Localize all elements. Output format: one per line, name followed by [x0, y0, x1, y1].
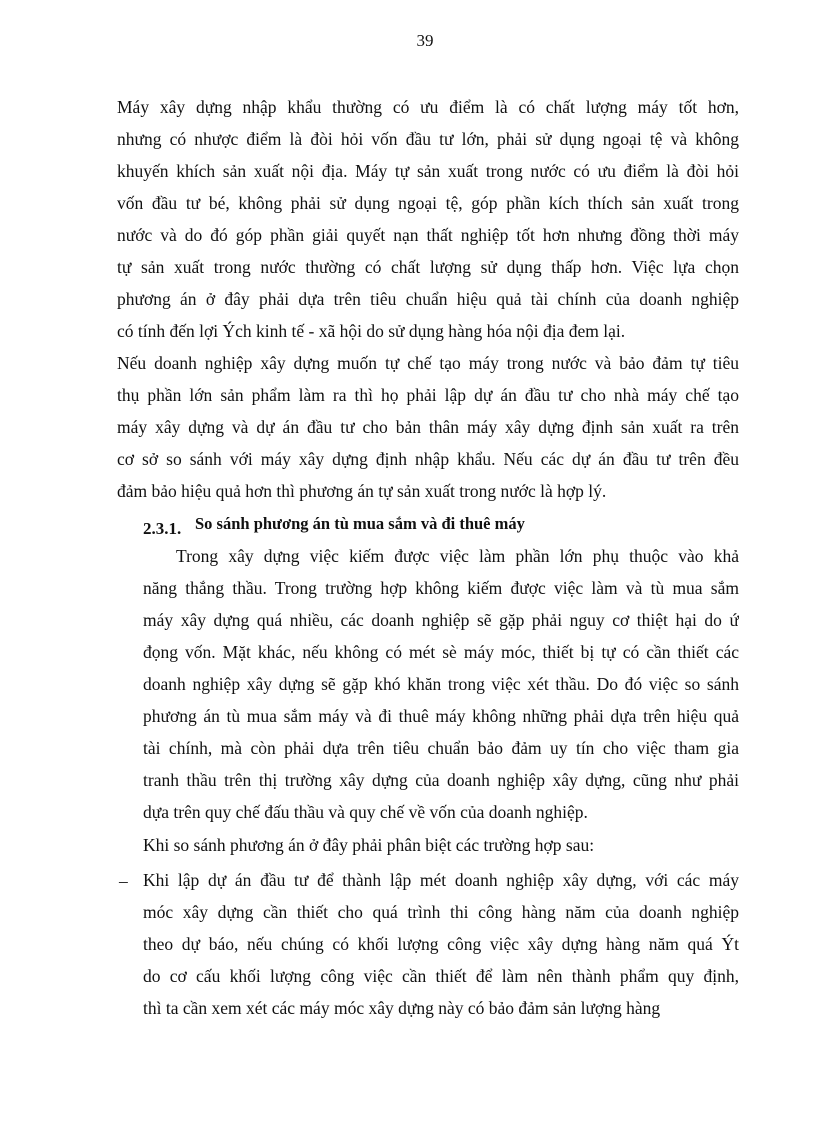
bullet-dash: – [119, 871, 128, 891]
para3-line: đọng vốn. Mặt khác, nếu không có mét sè máy móc, thiết bị tự có cần thiết các [143, 642, 739, 662]
para2-line: máy xây dựng và dự án đầu tư cho bản thân máy xây dựng định sản xuất ra trên [117, 417, 739, 437]
para1-line: nhưng có nhược điểm là đòi hỏi vốn đầu tư lớn, phải sử dụng ngoại tệ và không [117, 129, 739, 149]
para1-line: tự sản xuất trong nước thường có chất lượng sử dụng thấp hơn. Việc lựa chọn [117, 257, 739, 277]
para2-line: cơ sở so sánh với máy xây dựng định nhập khẩu. Nếu các dự án đầu tư trên đều [117, 449, 739, 469]
section-title: So sánh phương án tù mua sắm và đi thuê máy [195, 514, 525, 533]
para3-line: năng thắng thầu. Trong trường hợp không kiếm được việc làm và tù mua sắm [143, 578, 739, 598]
bullet-line: do cơ cấu khối lượng công việc cần thiết để làm nên thành phẩm quy định, [143, 966, 739, 986]
para3-line: tài chính, mà còn phải dựa trên tiêu chuẩn bảo đảm uy tín cho việc tham gia [143, 738, 739, 758]
para2-line: Nếu doanh nghiệp xây dựng muốn tự chế tạo máy trong nước và bảo đảm tự tiêu [117, 353, 739, 373]
bullet-line: theo dự báo, nếu chúng có khối lượng công việc xây dựng hàng năm quá Ýt [143, 934, 739, 954]
para2-line: thụ phần lớn sản phẩm làm ra thì họ phải lập dự án đầu tư cho nhà máy chế tạo [117, 385, 739, 405]
para1-line: Máy xây dựng nhập khẩu thường có ưu điểm là có chất lượng máy tốt hơn, [117, 97, 739, 117]
bullet-line: thì ta cần xem xét các máy móc xây dựng này có bảo đảm sản lượng hàng [143, 998, 661, 1018]
para3-line: doanh nghiệp xây dựng sẽ gặp khó khăn trong việc xét thầu. Do đó việc so sánh [143, 674, 739, 694]
para3-line: phương án tù mua sắm máy và đi thuê máy không những phải dựa trên hiệu quả [143, 706, 739, 726]
para2-line: đảm bảo hiệu quả hơn thì phương án tự sản xuất trong nước là hợp lý. [117, 481, 607, 501]
para1-line: khuyến khích sản xuất nội địa. Máy tự sản xuất trong nước có ưu điểm là đòi hỏi [117, 161, 739, 181]
section-number: 2.3.1. [143, 519, 182, 538]
para1-line: có tính đến lợi Ých kinh tế - xã hội do sử dụng hàng hóa nội địa đem lại. [117, 321, 626, 341]
para1-line: vốn đầu tư bé, không phải sử dụng ngoại tệ, góp phần kích thích sản xuất trong [117, 193, 739, 213]
para1-line: phương án ở đây phải dựa trên tiêu chuẩn hiệu quả tài chính của doanh nghiệp [117, 289, 739, 309]
bullet-line: móc xây dựng cần thiết cho quá trình thi công hàng năm của doanh nghiệp [143, 902, 739, 922]
para3-line: Trong xây dựng việc kiếm được việc làm phần lớn phụ thuộc vào khả [176, 546, 739, 566]
para4-line: Khi so sánh phương án ở đây phải phân biệt các trường hợp sau: [143, 835, 595, 855]
para3-line: dựa trên quy chế đấu thầu và quy chế về vốn của doanh nghiệp. [143, 802, 588, 822]
para1-line: nước và do đó góp phần giải quyết nạn thất nghiệp tốt hơn nhưng đồng thời máy [117, 225, 739, 245]
para3-line: tranh thầu trên thị trường xây dựng của doanh nghiệp xây dựng, cũng như phải [143, 770, 739, 790]
bullet-line: Khi lập dự án đầu tư để thành lập mét doanh nghiệp xây dựng, với các máy [143, 870, 739, 890]
para3-line: máy xây dựng quá nhiều, các doanh nghiệp sẽ gặp phải nguy cơ thiệt hại do ứ [143, 610, 739, 630]
page-number: 39 [416, 31, 434, 50]
